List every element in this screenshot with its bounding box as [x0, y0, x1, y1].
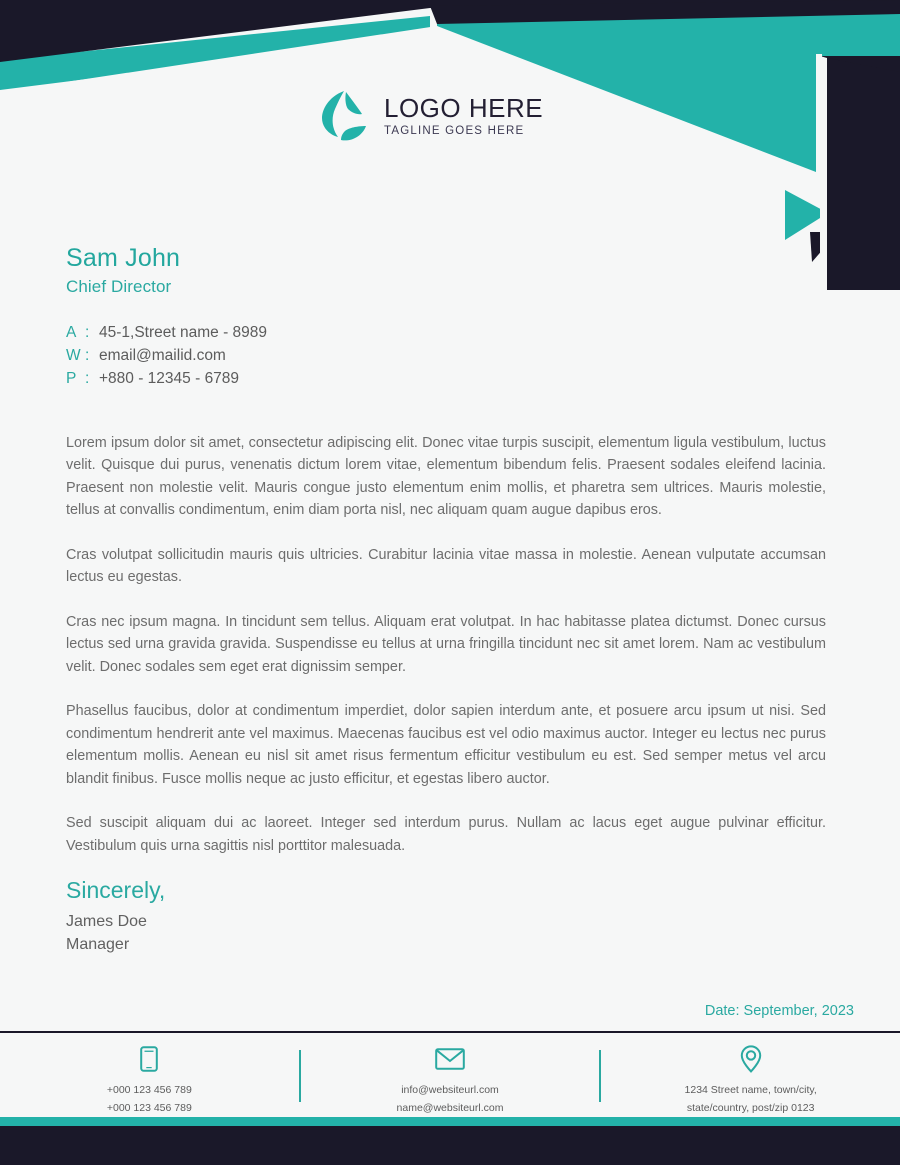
footer-text: name@websiteurl.com [396, 1102, 504, 1115]
footer-text: info@websiteurl.com [401, 1084, 499, 1096]
contact-row-web [66, 345, 267, 368]
logo-title: LOGO HERE [384, 93, 544, 124]
contact-colon-phone: : [85, 369, 90, 387]
header-navy-wedge-front [827, 58, 900, 290]
date-label: Date: September, 2023 [704, 1003, 854, 1019]
body-paragraph: Sed suscipit aliquam dui ac laoreet. Integer sed interdum purus. Nullam ac lacus eget augue pulvinar efficitur. Vestibulum quis urna sagittis nisl porttitor malesuada. [66, 815, 826, 854]
footer-teal-bar [0, 1117, 900, 1126]
sender-role: Chief Director [66, 277, 172, 297]
body-paragraph: Lorem ipsum dolor sit amet, consectetur adipiscing elit. Donec vitae turpis suscipit, elementum ligula vestibulum, luctus velit. Quisque dui purus, venenatis dictum lorem vitae, elementum bibendum felis. Praesent sodales eleifend lacinia. Praesent non molestie velit. Mauris congue justo elementum enim mollis, et pharetra sem ultrices. Mauris molestie, tellus at convallis condimentum, enim diam porta nisl, nec aliquam quam augue dapibus eros. [66, 435, 826, 519]
body-paragraph: Cras nec ipsum magna. In tincidunt sem tellus. Aliquam erat volutpat. In hac habitasse platea dictumst. Donec cursus lectus sed urna gravida gravida. Suspendisse eu tellus at urna fringilla tincidunt nec sit amet lorem. Nam ac vestibulum velit. Donec sodales sem eget erat dignissim semper. [66, 613, 826, 675]
signoff-block [66, 876, 165, 956]
contact-row-address [66, 322, 267, 345]
logo [318, 88, 543, 144]
envelope-icon [435, 1046, 465, 1072]
contact-key-address: A [66, 324, 77, 342]
letter-body [66, 432, 826, 857]
contact-value-address: 45-1,Street name - 8989 [99, 324, 268, 342]
contact-colon-web: : [85, 347, 90, 365]
header-wedge-white-separator [820, 56, 827, 290]
location-pin-icon [740, 1046, 762, 1072]
sender-contact-list [66, 322, 267, 390]
footer-navy-bar [0, 1126, 900, 1165]
footer-text: +000 123 456 789 [106, 1102, 192, 1115]
footer-divider-rule [0, 1031, 900, 1033]
signoff-greeting: Sincerely, [66, 877, 166, 903]
signoff-title: Manager [66, 936, 130, 954]
leaf-mark-icon [318, 88, 374, 144]
logo-text [384, 95, 543, 136]
sender-name: Sam John [66, 244, 181, 272]
contact-row-phone [66, 368, 267, 391]
contact-value-phone: +880 - 12345 - 6789 [99, 369, 240, 387]
body-paragraph: Cras volutpat sollicitudin mauris quis ultricies. Curabitur lacinia vitae massa in molestie. Aenean vulputate accumsan lectus eu egestas. [66, 546, 826, 586]
signoff-name: James Doe [66, 912, 147, 930]
contact-colon-address: : [85, 324, 90, 342]
contact-key-phone: P [66, 369, 77, 387]
footer-column-address [601, 1036, 900, 1117]
footer-text: 1234 Street name, town/city, [684, 1084, 817, 1096]
contact-value-web: email@mailid.com [99, 347, 226, 365]
contact-key-web: W [66, 347, 81, 365]
footer-column-email [301, 1036, 600, 1117]
footer [0, 1036, 900, 1116]
body-paragraph: Phasellus faucibus, dolor at condimentum imperdiet, dolor sapien interdum ante, et posuere arcu ipsum ut nisi. Sed condimentum hendrerit ante vel maximus. Maecenas faucibus est vel odio maximus auctor. Integer eu lectus nec purus elementum mollis. Aenean eu nisl sit amet risus fermentum efficitur vestibulum eu est. Sed semper metus vel arcu blandit finibus. Fusce mollis neque ac justo efficitur, et egestas libero auctor. [66, 703, 826, 787]
sender-block [66, 243, 267, 391]
footer-column-phone [0, 1036, 299, 1117]
footer-text: state/country, post/zip 0123 [686, 1102, 815, 1115]
footer-text: +000 123 456 789 [106, 1084, 192, 1096]
mobile-phone-icon [140, 1046, 158, 1072]
logo-tagline: TAGLINE GOES HERE [384, 124, 525, 137]
